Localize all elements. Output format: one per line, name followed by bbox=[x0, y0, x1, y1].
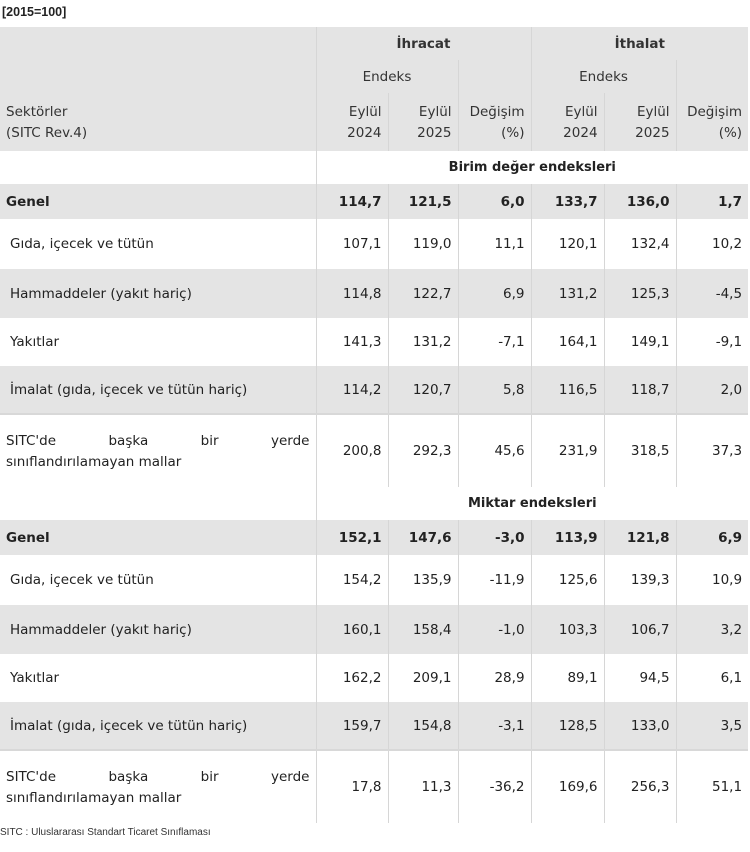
header-export-group: İhracat bbox=[316, 27, 531, 60]
cell-export-sep-2025: 209,1 bbox=[388, 654, 458, 702]
cell-import-sep-2024: 169,6 bbox=[531, 750, 604, 823]
sector-label-word: yerde bbox=[271, 432, 310, 449]
sector-label-word: yerde bbox=[271, 768, 310, 785]
footnote: SITC : Uluslararası Standart Ticaret Sınıflaması bbox=[0, 827, 211, 838]
cell-import-sep-2024: 116,5 bbox=[531, 366, 604, 414]
sector-label-word: başka bbox=[108, 432, 149, 449]
cell-import-sep-2025: 94,5 bbox=[604, 654, 676, 702]
header-import-sep-2025: Eylül 2025 bbox=[604, 93, 676, 151]
cell-import-change: 37,3 bbox=[676, 414, 748, 487]
cell-export-change: -36,2 bbox=[458, 750, 531, 823]
cell-import-change: 6,9 bbox=[676, 520, 748, 555]
cell-export-change: 6,0 bbox=[458, 184, 531, 219]
table-row bbox=[0, 654, 748, 702]
section-empty-cell bbox=[0, 487, 316, 520]
cell-export-sep-2024: 141,3 bbox=[316, 318, 388, 366]
header-import-group: İthalat bbox=[531, 27, 748, 60]
header-sector-label: Sektörler bbox=[6, 103, 68, 120]
cell-export-sep-2024: 114,8 bbox=[316, 269, 388, 318]
cell-export-sep-2025: 292,3 bbox=[388, 414, 458, 487]
cell-export-change: -3,1 bbox=[458, 702, 531, 750]
cell-export-sep-2025: 122,7 bbox=[388, 269, 458, 318]
cell-import-sep-2025: 318,5 bbox=[604, 414, 676, 487]
cell-import-sep-2025: 132,4 bbox=[604, 219, 676, 269]
cell-export-sep-2025: 121,5 bbox=[388, 184, 458, 219]
cell-import-change: -4,5 bbox=[676, 269, 748, 318]
sector-label-line-2: sınıflandırılamayan mallar bbox=[6, 789, 182, 806]
total-row bbox=[0, 184, 748, 219]
cell-import-sep-2025: 133,0 bbox=[604, 702, 676, 750]
section-title: Miktar endeksleri bbox=[316, 487, 748, 520]
header-row-groups bbox=[0, 27, 748, 60]
sector-label: Yakıtlar bbox=[0, 654, 316, 702]
cell-export-change: -7,1 bbox=[458, 318, 531, 366]
sector-label: Hammaddeler (yakıt hariç) bbox=[0, 605, 316, 654]
sector-label: Gıda, içecek ve tütün bbox=[0, 555, 316, 605]
cell-import-change: 3,5 bbox=[676, 702, 748, 750]
cell-import-change: 2,0 bbox=[676, 366, 748, 414]
cell-import-sep-2024: 113,9 bbox=[531, 520, 604, 555]
cell-export-sep-2025: 135,9 bbox=[388, 555, 458, 605]
header-empty-cell bbox=[0, 60, 316, 93]
cell-export-change: -11,9 bbox=[458, 555, 531, 605]
cell-export-sep-2025: 120,7 bbox=[388, 366, 458, 414]
section-header-row bbox=[0, 151, 748, 184]
cell-export-sep-2024: 200,8 bbox=[316, 414, 388, 487]
sector-label: Yakıtlar bbox=[0, 318, 316, 366]
cell-export-change: 6,9 bbox=[458, 269, 531, 318]
cell-import-sep-2025: 106,7 bbox=[604, 605, 676, 654]
sector-label-word: SITC'de bbox=[6, 768, 57, 785]
header-empty-cell bbox=[458, 60, 531, 93]
cell-import-sep-2025: 136,0 bbox=[604, 184, 676, 219]
header-sector-sublabel: (SITC Rev.4) bbox=[6, 124, 88, 141]
cell-export-change: 5,8 bbox=[458, 366, 531, 414]
cell-import-change: 10,9 bbox=[676, 555, 748, 605]
header-empty-cell bbox=[0, 27, 316, 60]
table-row bbox=[0, 269, 748, 318]
sector-label: Genel bbox=[0, 184, 316, 219]
sector-label-line-1 bbox=[6, 433, 310, 449]
cell-import-change: 10,2 bbox=[676, 219, 748, 269]
table-row bbox=[0, 555, 748, 605]
sector-label-line-1 bbox=[6, 769, 310, 785]
cell-import-sep-2024: 164,1 bbox=[531, 318, 604, 366]
table-row bbox=[0, 219, 748, 269]
header-export-sep-2024: Eylül 2024 bbox=[316, 93, 388, 151]
cell-export-sep-2025: 131,2 bbox=[388, 318, 458, 366]
cell-export-change: -1,0 bbox=[458, 605, 531, 654]
cell-import-change: 51,1 bbox=[676, 750, 748, 823]
cell-export-sep-2025: 158,4 bbox=[388, 605, 458, 654]
table-row bbox=[0, 750, 748, 823]
cell-export-change: 45,6 bbox=[458, 414, 531, 487]
cell-export-sep-2024: 152,1 bbox=[316, 520, 388, 555]
section-header-row bbox=[0, 487, 748, 520]
cell-export-sep-2024: 114,2 bbox=[316, 366, 388, 414]
cell-import-sep-2024: 231,9 bbox=[531, 414, 604, 487]
cell-export-change: 28,9 bbox=[458, 654, 531, 702]
header-import-sep-2024: Eylül 2024 bbox=[531, 93, 604, 151]
sector-label bbox=[0, 414, 316, 487]
base-year-label: [2015=100] bbox=[2, 5, 67, 19]
cell-import-sep-2024: 131,2 bbox=[531, 269, 604, 318]
table-row bbox=[0, 366, 748, 414]
table-row bbox=[0, 318, 748, 366]
cell-export-sep-2024: 154,2 bbox=[316, 555, 388, 605]
cell-import-sep-2025: 118,7 bbox=[604, 366, 676, 414]
section-empty-cell bbox=[0, 151, 316, 184]
cell-import-sep-2025: 256,3 bbox=[604, 750, 676, 823]
cell-export-change: -3,0 bbox=[458, 520, 531, 555]
header-row-columns bbox=[0, 93, 748, 151]
cell-import-sep-2024: 89,1 bbox=[531, 654, 604, 702]
header-export-endeks: Endeks bbox=[316, 60, 458, 93]
cell-export-sep-2024: 17,8 bbox=[316, 750, 388, 823]
header-export-sep-2025: Eylül 2025 bbox=[388, 93, 458, 151]
cell-export-change: 11,1 bbox=[458, 219, 531, 269]
sector-label-word: SITC'de bbox=[6, 432, 57, 449]
header-import-endeks: Endeks bbox=[531, 60, 676, 93]
cell-import-change: 6,1 bbox=[676, 654, 748, 702]
cell-import-sep-2025: 139,3 bbox=[604, 555, 676, 605]
sector-label: İmalat (gıda, içecek ve tütün hariç) bbox=[0, 702, 316, 750]
section-title: Birim değer endeksleri bbox=[316, 151, 748, 184]
cell-import-sep-2024: 103,3 bbox=[531, 605, 604, 654]
cell-export-sep-2024: 159,7 bbox=[316, 702, 388, 750]
cell-import-change: 3,2 bbox=[676, 605, 748, 654]
cell-import-sep-2024: 125,6 bbox=[531, 555, 604, 605]
header-export-change: Değişim (%) bbox=[458, 93, 531, 151]
cell-export-sep-2025: 11,3 bbox=[388, 750, 458, 823]
cell-import-change: 1,7 bbox=[676, 184, 748, 219]
cell-export-sep-2024: 114,7 bbox=[316, 184, 388, 219]
cell-export-sep-2024: 107,1 bbox=[316, 219, 388, 269]
sector-label-line-2: sınıflandırılamayan mallar bbox=[6, 453, 182, 470]
cell-import-sep-2025: 121,8 bbox=[604, 520, 676, 555]
cell-import-sep-2024: 128,5 bbox=[531, 702, 604, 750]
sector-label bbox=[0, 750, 316, 823]
cell-export-sep-2024: 160,1 bbox=[316, 605, 388, 654]
table-row bbox=[0, 414, 748, 487]
sector-label-word: bir bbox=[200, 768, 219, 785]
table-row bbox=[0, 702, 748, 750]
sector-label-word: bir bbox=[200, 432, 219, 449]
cell-export-sep-2025: 147,6 bbox=[388, 520, 458, 555]
table-row bbox=[0, 605, 748, 654]
sector-label: Hammaddeler (yakıt hariç) bbox=[0, 269, 316, 318]
sector-label: Genel bbox=[0, 520, 316, 555]
price-quantity-index-table bbox=[0, 27, 748, 823]
cell-import-sep-2024: 133,7 bbox=[531, 184, 604, 219]
sector-label: İmalat (gıda, içecek ve tütün hariç) bbox=[0, 366, 316, 414]
header-import-change: Değişim (%) bbox=[676, 93, 748, 151]
cell-export-sep-2025: 154,8 bbox=[388, 702, 458, 750]
cell-import-change: -9,1 bbox=[676, 318, 748, 366]
cell-export-sep-2025: 119,0 bbox=[388, 219, 458, 269]
cell-import-sep-2024: 120,1 bbox=[531, 219, 604, 269]
cell-import-sep-2025: 149,1 bbox=[604, 318, 676, 366]
sector-label: Gıda, içecek ve tütün bbox=[0, 219, 316, 269]
header-empty-cell bbox=[676, 60, 748, 93]
header-row-endeks bbox=[0, 60, 748, 93]
header-sector-cell bbox=[0, 93, 316, 151]
sector-label-word: başka bbox=[108, 768, 149, 785]
cell-import-sep-2025: 125,3 bbox=[604, 269, 676, 318]
total-row bbox=[0, 520, 748, 555]
cell-export-sep-2024: 162,2 bbox=[316, 654, 388, 702]
